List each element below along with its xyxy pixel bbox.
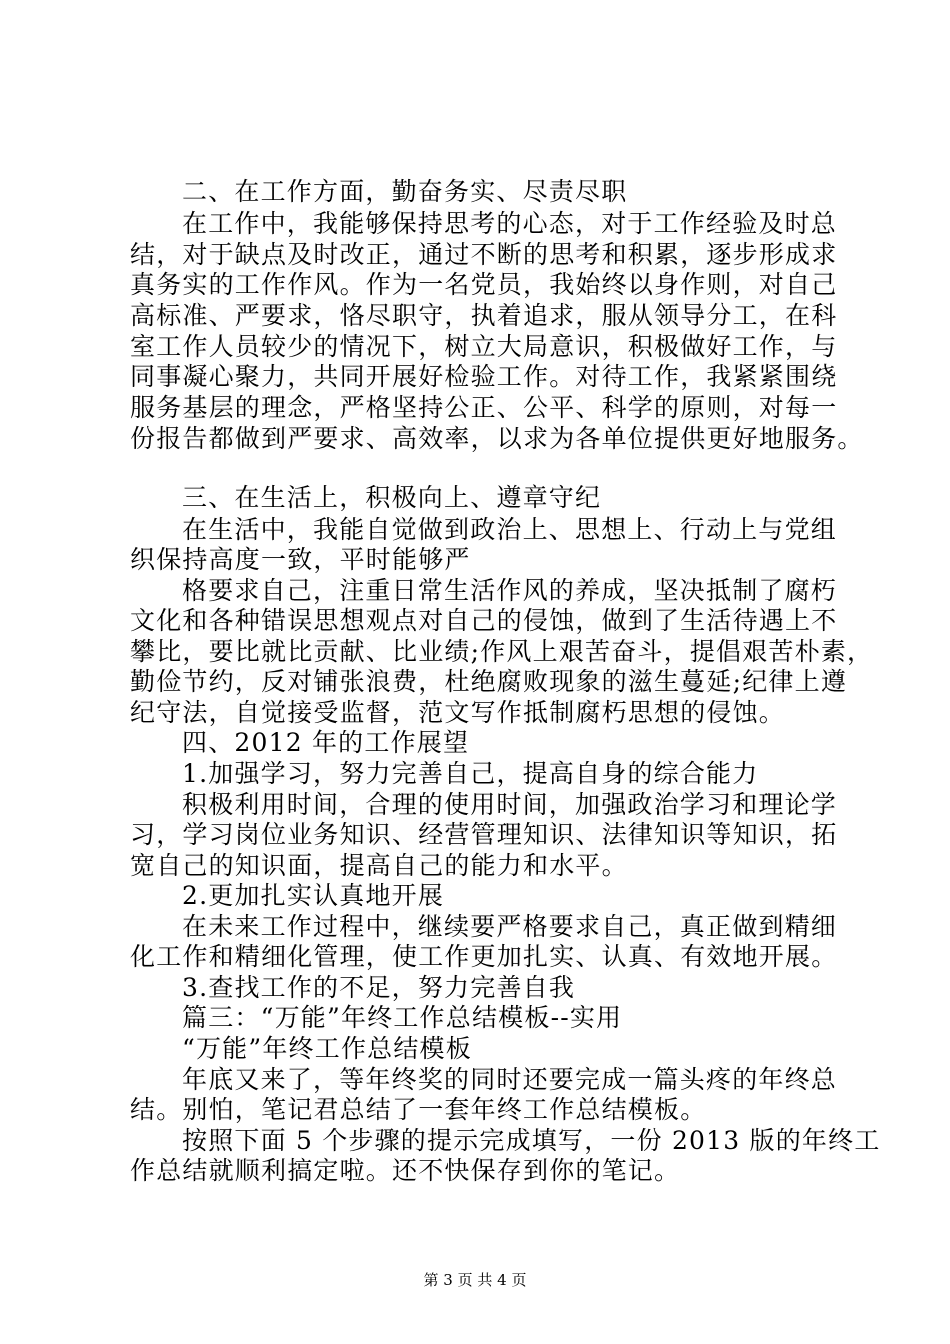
paragraph-line: 2.更加扎实认真地开展 [182, 881, 445, 910]
section-heading: 三、在生活上，积极向上、遵章守纪 [182, 483, 602, 512]
paragraph-line: 文化和各种错误思想观点对自己的侵蚀，做到了生活待遇上不 [130, 606, 838, 635]
paragraph-line: 格要求自己，注重日常生活作风的养成，坚决抵制了腐朽 [182, 576, 838, 605]
page-footer: 第 3 页 共 4 页 [423, 1271, 527, 1289]
paragraph-line: 篇三：“万能”年终工作总结模板--实用 [182, 1003, 623, 1032]
paragraph-line: 习，学习岗位业务知识、经营管理知识、法律知识等知识，拓 [130, 820, 838, 849]
paragraph-line: 作总结就顺利搞定啦。还不快保存到你的笔记。 [130, 1156, 681, 1185]
paragraph-line: 在工作中，我能够保持思考的心态，对于工作经验及时总 [182, 209, 838, 238]
paragraph-line: 室工作人员较少的情况下，树立大局意识，积极做好工作，与 [130, 332, 838, 361]
paragraph-line: 1.加强学习，努力完善自己，提高自身的综合能力 [182, 759, 759, 788]
paragraph-line: 份报告都做到严要求、高效率，以求为各单位提供更好地服务。 [130, 424, 864, 453]
paragraph-line: 3.查找工作的不足，努力完善自我 [182, 973, 576, 1002]
paragraph-line: 结。别怕，笔记君总结了一套年终工作总结模板。 [130, 1095, 707, 1124]
paragraph-line: 勤俭节约，反对铺张浪费，杜绝腐败现象的滋生蔓延;纪律上遵 [130, 667, 848, 696]
paragraph-line: 同事凝心聚力，共同开展好检验工作。对待工作，我紧紧围绕 [130, 362, 838, 391]
paragraph-line: 年底又来了，等年终奖的同时还要完成一篇头疼的年终总 [182, 1065, 838, 1094]
paragraph-line: 纪守法，自觉接受监督，范文写作抵制腐朽思想的侵蚀。 [130, 698, 786, 727]
paragraph-line: 在生活中，我能自觉做到政治上、思想上、行动上与党组 [182, 515, 838, 544]
section-heading: 二、在工作方面，勤奋务实、尽责尽职 [182, 177, 628, 206]
paragraph-line: 积极利用时间，合理的使用时间，加强政治学习和理论学 [182, 790, 838, 819]
paragraph-line: 按照下面 5 个步骤的提示完成填写，一份 2013 版的年终工 [182, 1126, 881, 1155]
paragraph-line: 高标准、严要求，恪尽职守，执着追求，服从领导分工，在科 [130, 301, 838, 330]
paragraph-line: 在未来工作过程中，继续要严格要求自己，真正做到精细 [182, 912, 838, 941]
paragraph-line: 结，对于缺点及时改正，通过不断的思考和积累，逐步形成求 [130, 240, 838, 269]
paragraph-line: 真务实的工作作风。作为一名党员，我始终以身作则，对自己 [130, 270, 838, 299]
paragraph-line: 攀比，要比就比贡献、比业绩;作风上艰苦奋斗，提倡艰苦朴素， [130, 637, 874, 666]
paragraph-line: “万能”年终工作总结模板 [182, 1034, 472, 1063]
section-heading: 四、2012 年的工作展望 [182, 728, 470, 757]
paragraph-line: 宽自己的知识面，提高自己的能力和水平。 [130, 851, 628, 880]
paragraph-line: 服务基层的理念，严格坚持公正、公平、科学的原则，对每一 [130, 393, 838, 422]
paragraph-line: 化工作和精细化管理，使工作更加扎实、认真、有效地开展。 [130, 942, 838, 971]
paragraph-line: 织保持高度一致，平时能够严 [130, 545, 471, 574]
